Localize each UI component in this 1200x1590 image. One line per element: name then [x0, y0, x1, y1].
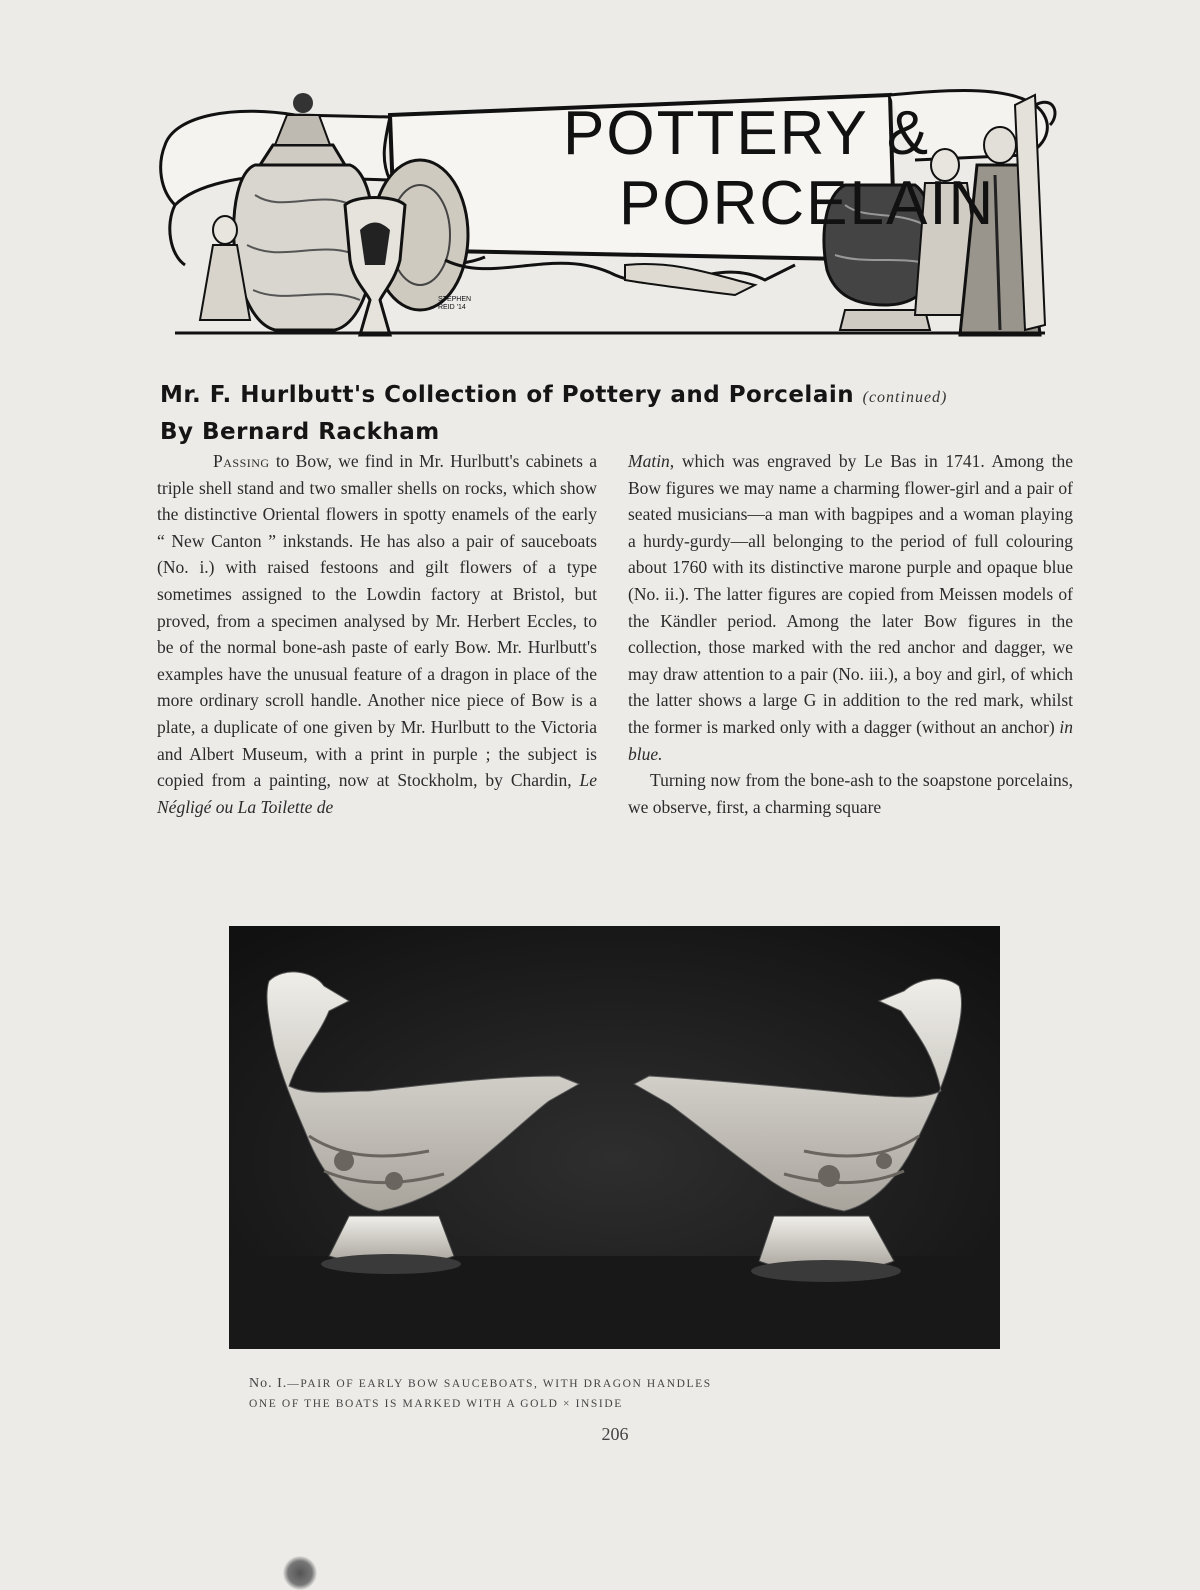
- banner-title-line2: PORCELAIN: [619, 169, 996, 238]
- caption-number: No. I.: [249, 1376, 288, 1391]
- sauceboats-image: [229, 926, 1000, 1349]
- paragraph: [157, 448, 597, 820]
- paragraph: [628, 448, 1073, 767]
- ink-smudge: [283, 1556, 317, 1590]
- paragraph: [628, 767, 1073, 820]
- paragraph-text: to Bow, we find in Mr. Hurlbutt's cabinets a triple shell stand and two smaller shells on rocks, which show the distinctive Oriental flowers in spotty enamels of the early “ New Canton ” inkstands. He has also a pair of sauceboats (No. i.) with raised festoons and gilt flowers of a type sometimes assigned to the Lowdin factory at Bristol, but proved, from a specimen analysed by Mr. Herbert Eccles, to be of the normal bone-ash paste of early Bow. Mr. Hurlbutt's examples have the unusual feature of a dragon in place of the more ordinary scroll handle. Another nice piece of Bow is a plate, a duplicate of one given by Mr. Hurlbutt to the Victoria and Albert Museum, with a print in purple ; the subject is copied from a painting, now at Stockholm, by Chardin,: [157, 451, 597, 791]
- paragraph-text: Turning now from the bone-ash to the soapstone porcelains, we observe, first, a charming square: [628, 770, 1073, 817]
- sauceboats-photograph: [229, 926, 1000, 1349]
- caption-line1: —PAIR OF EARLY BOW SAUCEBOATS, WITH DRAGON HANDLES: [287, 1378, 712, 1390]
- banner-title-line1: POTTERY &: [563, 99, 931, 168]
- caption-line2: ONE OF THE BOATS IS MARKED WITH A GOLD × INSIDE: [249, 1398, 623, 1410]
- article-headline: [160, 378, 1080, 449]
- paragraph-italic: in blue.: [628, 716, 1073, 764]
- article-column-right: [628, 448, 1073, 820]
- paragraph-italic: Matin,: [628, 451, 675, 471]
- paragraph-italic: Le Négligé ou La Toilette de: [157, 770, 597, 817]
- paragraph-text: which was engraved by Le Bas in 1741. Among the Bow figures we may name a charming flower-girl and a pair of seated musicians—a man with bagpipes and a woman playing a hurdy-gurdy—all belonging to the period of full colouring about 1760 with its distinctive marone purple and opaque blue (No. ii.). The latter figures are copied from Meissen models of the Kändler period. Among the later Bow figures in the collection, those marked with the red anchor and dagger, we may draw attention to a pair (No. iii.), a boy and girl, of which the latter shows a large G in addition to the red mark, whilst the former is marked only with a dagger (without an anchor): [628, 451, 1073, 737]
- article-column-left: [157, 448, 597, 820]
- article-title: Mr. F. Hurlbutt's Collection of Pottery and Porcelain: [160, 382, 855, 408]
- banner-title: [545, 101, 1015, 237]
- page-number: 206: [601, 1424, 629, 1444]
- title-banner: [155, 85, 1065, 345]
- continued-label: (continued): [862, 389, 948, 406]
- article-byline: By Bernard Rackham: [160, 419, 440, 445]
- dropcap-word: Passing: [213, 451, 270, 471]
- figure-caption: [249, 1374, 949, 1414]
- artist-signature: STEPHEN REID '14: [438, 296, 472, 311]
